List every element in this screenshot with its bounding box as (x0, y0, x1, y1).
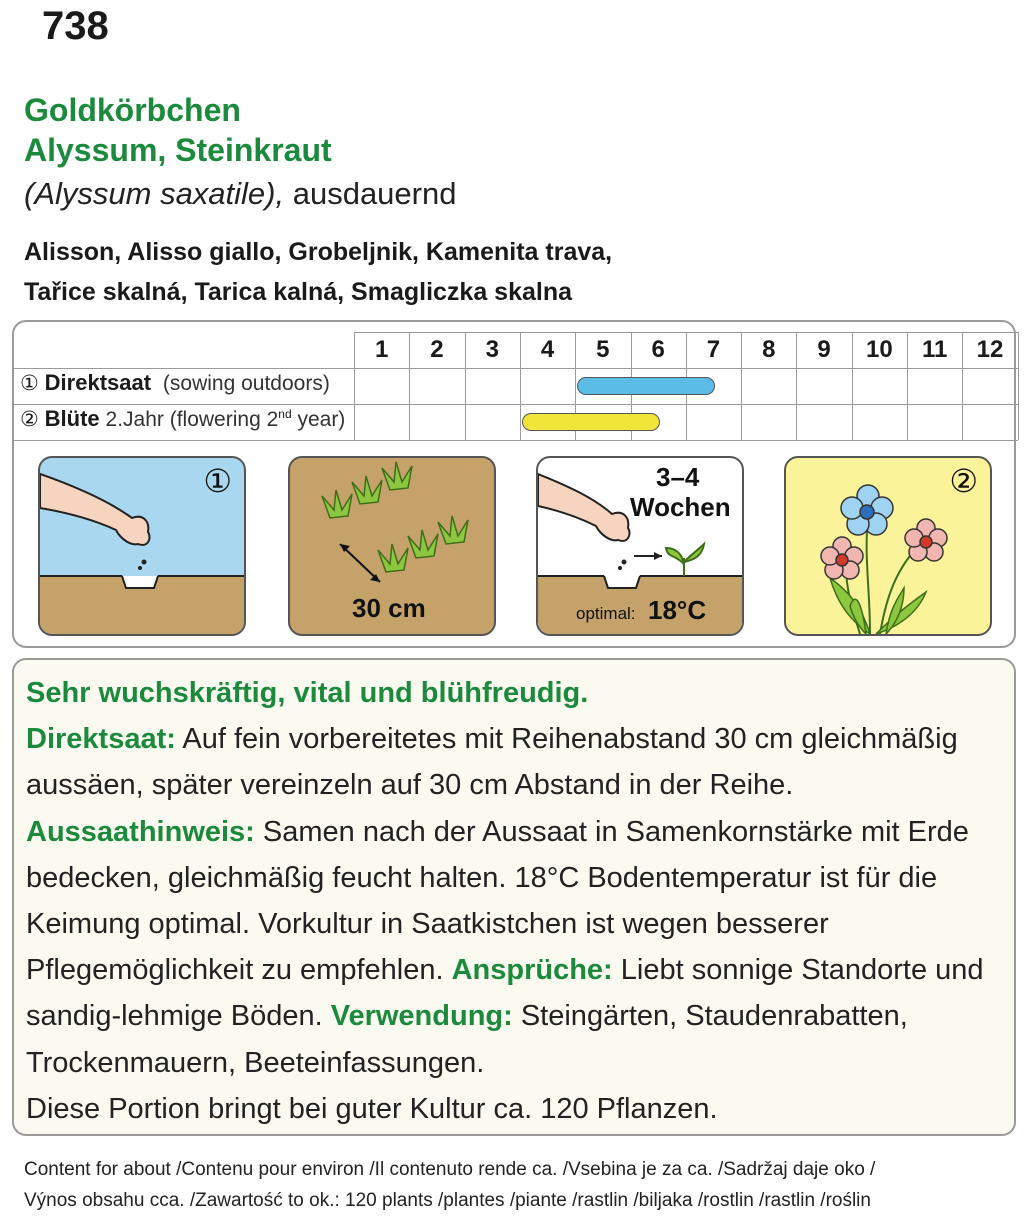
portion-note: Diese Portion bringt bei guter Kultur ca. 120 Pflanzen. (26, 1092, 718, 1125)
flowering-icon: ② (784, 456, 992, 636)
common-name: Goldkörbchen (24, 92, 241, 128)
product-number: 738 (42, 4, 109, 48)
germination-icon: 3–4 Wochen optimal: 18°C (536, 456, 744, 636)
month-label: 2 (430, 336, 444, 363)
latin-name: (Alyssum saxatile), ausdauernd (24, 176, 457, 211)
lead-sentence: Sehr wuchskräftig, vital und blühfreudig. (26, 677, 589, 709)
alternate-name: Alyssum, Steinkraut (24, 132, 332, 168)
row-direktsaat-label: ① Direktsaat (sowing outdoors) (20, 370, 330, 395)
row-bluete-label: ② Blüte 2.Jahr (flowering 2nd year) (20, 406, 346, 431)
content-footer: Content for about /Contenu pour environ /Il contenuto rende ca. /Vsebina je za ca. /Sadržaj daje oko / Výnos obsahu cca. /Zawartość to ok.: 120 plants /plantes /piante /rastlin /biljaka /rostlin /rastlin /roślin (24, 1159, 876, 1211)
month-label: 3 (485, 336, 499, 363)
month-label: 10 (865, 336, 893, 363)
grid-line-v (1018, 332, 1019, 440)
month-label: 4 (540, 336, 555, 363)
timing-bar (577, 377, 715, 395)
month-label: 8 (762, 336, 776, 363)
month-label: 12 (976, 336, 1004, 363)
month-label: 9 (817, 336, 831, 363)
month-label: 7 (706, 336, 721, 363)
month-label: 1 (374, 336, 389, 363)
grid-line-h (14, 404, 1018, 405)
sowing-calendar-panel (12, 320, 1016, 648)
month-label: 6 (651, 336, 665, 363)
month-label: 11 (921, 336, 948, 363)
month-label: 5 (596, 336, 610, 363)
timing-bar (522, 413, 660, 431)
foreign-names: Alisson, Alisso giallo, Grobeljnik, Kamenita trava, Tařice skalná, Tarica kalná, Smagliczka skalna (24, 238, 613, 306)
sowing-icon: ① (38, 456, 246, 636)
description-panel (12, 658, 1016, 1136)
spacing-icon: 30 cm (288, 456, 496, 636)
grid-line-h (14, 368, 1018, 369)
grid-line-h (14, 440, 1018, 441)
description-text: Sehr wuchskräftig, vital und blühfreudig. Direktsaat: Auf fein vorbereitetes mit Reihenabstand 30 cm gleichmäßig aussäen, später vereinzeln auf 30 cm Abstand in der Reihe. Aussaathinweis: Samen nach der Aussaat in Samenkornstärke mit Erde bedecken, gleichmäßig feucht halten. 18°C Bodentemperatur ist für die Keimung optimal. Vorkultur in Saatkistchen ist wegen besserer Pflegemöglichkeit zu empfehlen. Ansprüche: Liebt sonnige Standorte und sandig-lehmige Böden. Verwendung: Steingärten, Staudenrabatten, Trockenmauern, Beeteinfassungen. Diese Portion bringt bei guter Kultur ca. 120 Pflanzen. (26, 677, 984, 1125)
